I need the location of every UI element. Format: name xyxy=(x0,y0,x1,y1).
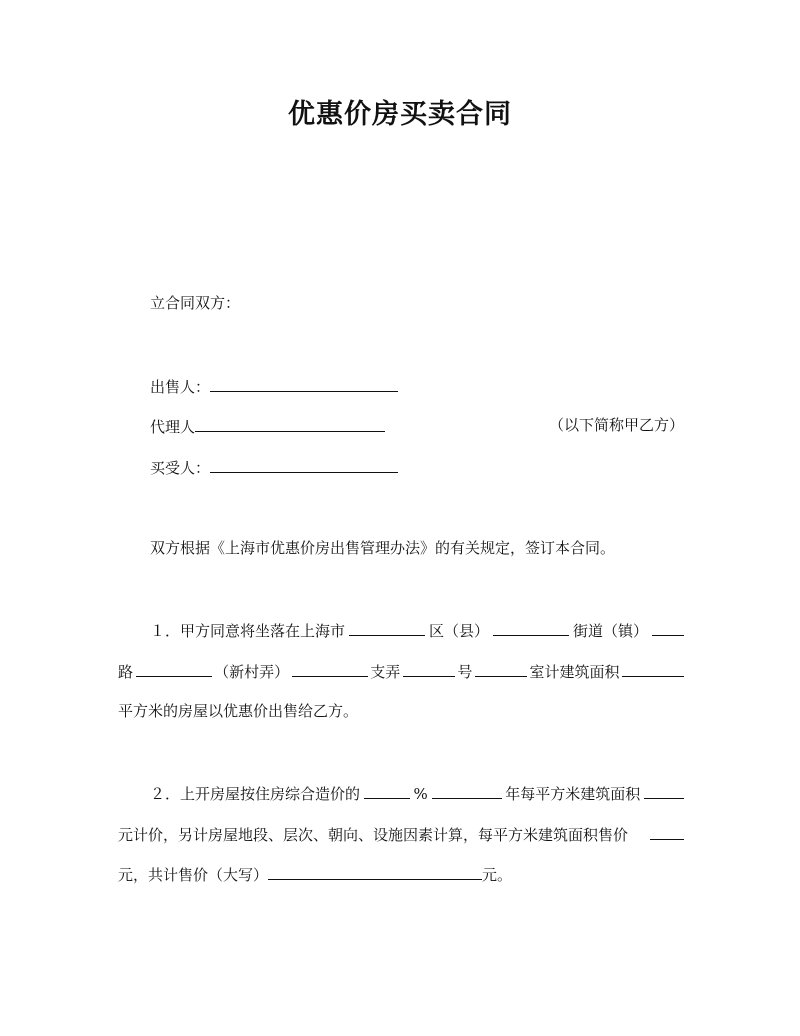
sublane-blank[interactable] xyxy=(403,659,455,677)
district-blank[interactable] xyxy=(493,618,569,636)
number-blank[interactable] xyxy=(475,659,527,677)
clause1-text-h: 室计建筑面积 xyxy=(529,663,620,681)
clause2-text-d: 元，共计售价（大写） xyxy=(118,866,269,884)
clause1-text-c: 街道（镇） xyxy=(572,622,648,640)
clause2-text-c: 元计价，另计房屋地段、层次、朝向、设施因素计算，每平方米建筑面积售价 xyxy=(118,826,629,844)
document-title: 优惠价房买卖合同 xyxy=(288,99,512,130)
agent-note: （以下简称甲乙方） xyxy=(548,416,684,434)
clause1-text-b: 区（县） xyxy=(429,622,490,640)
clause1-text-g: 号 xyxy=(457,663,473,681)
sale-price-blank[interactable] xyxy=(650,822,684,840)
clause1-number: １． xyxy=(150,622,181,640)
clause1-text-f: 支弄 xyxy=(370,663,401,681)
agent-blank[interactable] xyxy=(195,414,385,432)
percent-sign: % xyxy=(413,785,428,803)
buyer-blank[interactable] xyxy=(210,455,398,473)
city-blank[interactable] xyxy=(349,618,425,636)
clause1-text-d: 路 xyxy=(118,663,134,681)
seller-blank[interactable] xyxy=(210,374,398,392)
clause1-line3: 平方米的房屋以优惠价出售给乙方。 xyxy=(118,702,359,720)
clause1-start xyxy=(150,620,345,642)
clause2-text-a: 上开房屋按住房综合造价的 xyxy=(180,785,361,803)
clause1-line1 xyxy=(150,618,684,642)
clause2-number: ２． xyxy=(150,785,181,803)
clause2-text-e: 元。 xyxy=(482,866,513,884)
clause2-line2 xyxy=(118,822,684,846)
seller-label: 出售人： xyxy=(150,378,211,396)
clause2-start xyxy=(150,783,360,805)
unit-price-blank[interactable] xyxy=(644,781,684,799)
clause1-line2 xyxy=(118,659,684,683)
lane-blank[interactable] xyxy=(292,659,368,677)
buyer-label: 买受人： xyxy=(150,459,211,477)
total-price-blank[interactable] xyxy=(268,862,482,880)
clause2-text-b: 年每平方米建筑面积 xyxy=(505,785,641,803)
parties-heading: 立合同双方： xyxy=(150,294,241,312)
clause2-line3 xyxy=(118,862,684,886)
seller-row xyxy=(150,374,684,398)
clause1-text-e: （新村弄） xyxy=(214,663,290,681)
buyer-row xyxy=(150,455,684,479)
area-blank[interactable] xyxy=(622,659,684,677)
percent-blank[interactable] xyxy=(364,781,410,799)
street-blank[interactable] xyxy=(652,618,684,636)
clause1-text-a: 甲方同意将坐落在上海市 xyxy=(180,622,346,640)
preamble: 双方根据《上海市优惠价房出售管理办法》的有关规定，签订本合同。 xyxy=(150,539,616,557)
agent-row xyxy=(150,414,684,438)
agent-label: 代理人 xyxy=(150,418,196,436)
year-blank[interactable] xyxy=(432,781,502,799)
clause2-line1 xyxy=(150,781,684,805)
road-blank[interactable] xyxy=(136,659,212,677)
